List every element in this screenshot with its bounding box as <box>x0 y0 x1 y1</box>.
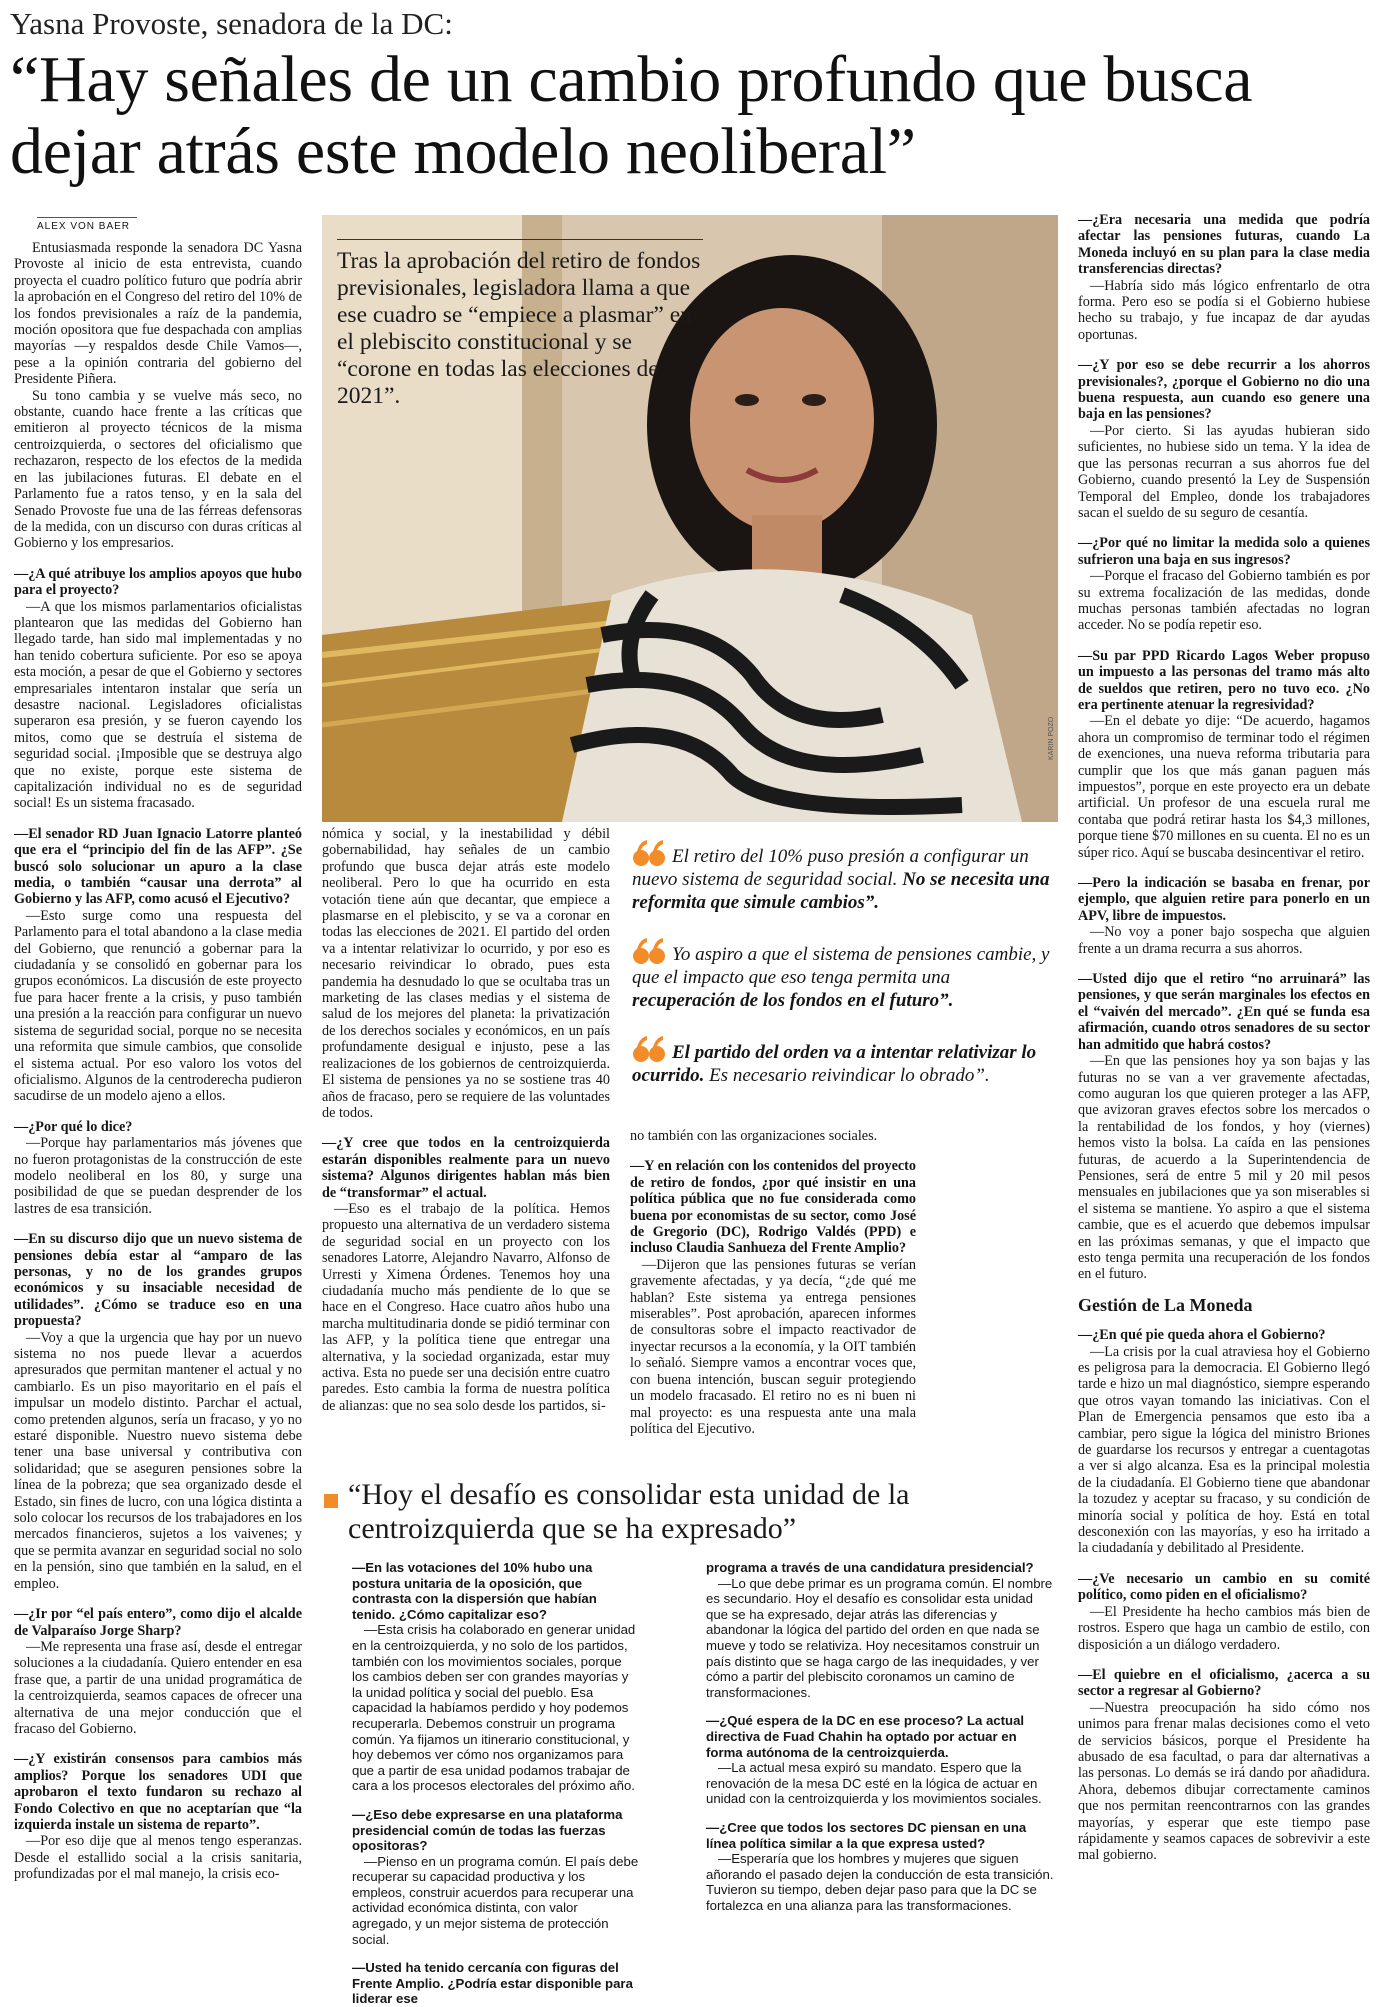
question: —Usted ha tenido cercanía con figuras del Frente Amplio. ¿Podría estar disponible para liderar ese <box>352 1960 633 2007</box>
answer: —Dijeron que las pensiones futuras se verían gravemente afectadas, y ya decía, “¿de qué me hablan? Este sistema ya entrega pensiones miserables”. Post aprobación, aparecen informes de consultoras sobre el impacto reactivador de inyectar recursos a la economía, y la OIT también lo señaló. Siempre vamos a encontrar voces que, con buena intención, buscan seguir protegiendo un modelo fracasado. El retiro no es ni buen ni mal proyecto: es una respuesta ante una mala política del Ejecutivo. <box>630 1256 916 1437</box>
box-right-column <box>706 1560 1056 1950</box>
question: —¿Y cree que todos en la centroizquierda estarán disponibles realmente para un nuevo sistema? Algunos dirigentes hablan más bien de “transformar” el actual. <box>322 1135 610 1201</box>
question: —En su discurso dijo que un nuevo sistema de pensiones debía estar al “amparo de las personas, y no de los grandes grupos económicos y su insaciable necesidad de utilidades”. ¿Cómo se traduce eso en una propuesta? <box>14 1231 302 1330</box>
continued-paragraph: nómica y social, y la inestabilidad y débil gobernabilidad, hay señales de un cambio profundo que busca dejar atrás este modelo neoliberal. Pero lo que ha ocurrido en esta votación tiene aún que decantar, que empiece a plasmarse en el plebiscito, y se va a coronar en todas las elecciones de 2021. El partido del orden va a intentar relativizar lo ocurrido, y por eso es necesario reivindicar lo obrado, pues esta pandemia ha desnudado lo que se ocultaba tras un marketing de las clases medias y el sistema de salud de los mejores del planeta: la privatización de los derechos sociales y económicos, en un país profundamente desigual e injusto, pese a las realizaciones de los gobiernos de centroizquierda. El sistema de pensiones ya no se sostiene tras 40 años de fracaso, pero se requiere de las voluntades de todos. <box>322 826 610 1121</box>
box-marker-icon <box>324 1494 338 1508</box>
pullquote-block <box>632 838 1052 1087</box>
question: —Su par PPD Ricardo Lagos Weber propuso un impuesto a las personas del tramo más alto de sueldos que retiren, pero no tuvo eco. ¿No era pertinente atenuar la regresividad? <box>1078 647 1370 713</box>
answer: —Esta crisis ha colaborado en generar unidad en la centroizquierda, y no solo de los partidos, también con los movimientos sociales, porque los cambios deben ser con grandes mayorías y la unidad política y social del pueblo. Esa capacidad la habíamos perdido y hoy podemos recuperarla. Debemos construir un programa común. Ya fijamos un itinerario constitucional, y hoy debemos ver cómo nos organizamos para que a partir de esa unidad podamos trabajar de cara a los procesos electorales del próximo año. <box>352 1622 636 1794</box>
answer: —Esto surge como una respuesta del Parlamento para el total abandono a la clase media del Gobierno, que renunció a gobernar para la ciudadanía y se consolidó en gobernar para los grupos económicos. La discusión de este proyecto fue para hacer frente a la crisis, y puso también una presión a la reacción para configurar un nuevo sistema de seguridad social, porque no se necesita una reformita que simule cambios, que consolide el sistema actual. Por eso valoro los votos del oficialismo. Algunos de la centroderecha pudieron sacudirse de un modelo ajeno a ellos. <box>14 907 302 1105</box>
question: —El senador RD Juan Ignacio Latorre planteó que era el “principio del fin de las AFP”. ¿Se buscó solo solucionar un apuro a la clase media, o también “causar una derrota” al Gobierno y las AFP, como acusó el Ejecutivo? <box>14 825 302 908</box>
answer: —La actual mesa expiró su mandato. Espero que la renovación de la mesa DC esté en la lógica de actuar en unidad con la centroizquierda y los movimientos sociales. <box>706 1760 1042 1807</box>
column-3 <box>630 1128 916 1448</box>
answer: —Pienso en un programa común. El país debe recuperar su capacidad productiva y los empleos, construir acuerdos para recuperar una actividad económica distinta, con valor agregado, y un mejor sistema de protección social. <box>352 1853 639 1947</box>
question: programa a través de una candidatura presidencial? <box>706 1560 1034 1575</box>
question: —¿Ir por “el país entero”, como dijo el alcalde de Valparaíso Jorge Sharp? <box>14 1606 302 1639</box>
continued-paragraph: no también con las organizaciones sociales. <box>630 1128 878 1144</box>
answer: —Por cierto. Si las ayudas hubieran sido suficientes, no hubiese sido un tema. Y la idea de que las personas recurran a sus ahorros fue del Gobierno, cuando presentó la Ley de Suspensión Temporal del Empleo, donde los trabajadores sacan el sueldo de su seguro de cesantía. <box>1078 422 1370 521</box>
question: —¿Era necesaria una medida que podría afectar las pensiones futuras, cuando La Moneda incluyó en su plan para la clase media transferencias directas? <box>1078 212 1370 278</box>
answer: —Me representa una frase así, desde el entregar soluciones a la ciudadanía. Quiero entender en esa frase que, a partir de una unidad programática de la centroizquierda, seamos capaces de ofrecer una alternativa de una mejor conducción que el fracaso del Gobierno. <box>14 1638 302 1737</box>
pullquote <box>632 1034 1052 1087</box>
headline: “Hay señales de un cambio profundo que busca dejar atrás este modelo neoliberal” <box>10 43 1253 188</box>
byline: ALEX VON BAER <box>37 217 137 232</box>
question: —El quiebre en el oficialismo, ¿acerca a su sector a regresar al Gobierno? <box>1078 1666 1370 1700</box>
answer: —A que los mismos parlamentarios oficialistas plantearon que las medidas del Gobierno han llegado tarde, han sido mal implementadas y no han tenido cobertura suficiente. Por eso se apoya esta moción, a pesar de que el Gobierno y sectores empresariales intentaron instalar que sería un desastre nacional. Legisladores oficialistas superaron esa presión, y se fueron cayendo los mitos, como que se destruía el sistema de seguridad social. ¡Imposible que se destruya algo que no existe, porque este sistema de capitalización individual no es de seguridad social! Es un sistema fracasado. <box>14 598 302 812</box>
question: —¿Qué espera de la DC en ese proceso? La actual directiva de Fuad Chahin ha optado por actuar en forma autónoma de la centroizquierda. <box>706 1713 1025 1760</box>
answer: —Habría sido más lógico enfrentarlo de otra forma. Pero eso se podía si el Gobierno hubiese hecho su trabajo, y fue incapaz de dar ayudas oportunas. <box>1078 277 1370 343</box>
quote-mark-icon <box>632 838 666 868</box>
answer: —Nuestra preocupación ha sido cómo nos unimos para frenar malas decisiones como el veto de servicios básicos, porque el Presidente ha abusado de esa facultad, o para dar alternativas a las personas. Lo demás se irá dando por añadidura. Ahora, debemos dibujar correctamente caminos que nos permitan reencontrarnos con las grandes mayorías, y esperar que este tiempo pase rápidamente y seamos capaces de sobrevivir a este mal gobierno. <box>1078 1699 1370 1864</box>
question: —En las votaciones del 10% hubo una postura unitaria de la oposición, que contrasta con la dispersión que habían tenido. ¿Cómo capitalizar eso? <box>352 1560 597 1622</box>
pullquote-text: Es necesario reivindicar lo obrado”. <box>704 1065 990 1086</box>
quote-mark-icon <box>632 936 666 966</box>
quote-mark-icon <box>632 1034 666 1064</box>
photo-credit: KARIN POZO <box>1048 716 1055 760</box>
box-title: “Hoy el desafío es consolidar esta unidad de la centroizquierda que se ha expresado” <box>348 1478 910 1545</box>
question: —¿Por qué no limitar la medida solo a quienes sufrieron una baja en sus ingresos? <box>1078 535 1370 568</box>
column-2 <box>322 826 610 1466</box>
column-1 <box>14 240 302 1940</box>
question: —¿Ve necesario un cambio en su comité político, como piden en el oficialismo? <box>1078 1570 1370 1604</box>
photo-caption: Tras la aprobación del retiro de fondos previsionales, legisladora llama a que ese cuadro se “empiece a plasmar” en el plebiscito constitucional y se “corone en todas las elecciones de 2021”. <box>337 239 703 410</box>
question: —Y en relación con los contenidos del proyecto de retiro de fondos, ¿por qué insistir en una política pública que no fue considerada como buena por economistas de su sector, como José de Gregorio (DC), Rodrigo Valdés (PPD) e incluso Claudia Sanhueza del Frente Amplio? <box>630 1158 916 1257</box>
kicker: Yasna Provoste, senadora de la DC: <box>10 6 453 41</box>
question: —Usted dijo que el retiro “no arruinará” las pensiones, y que serán marginales los efectos en el “vaivén del mercado”. ¿En qué se funda esa afirmación, cuando otros senadores de su sector han admitido que habrá costos? <box>1078 971 1370 1053</box>
question: —Pero la indicación se basaba en frenar, por ejemplo, que alguien retire para ponerlo en un APV, libre de impuestos. <box>1078 875 1370 924</box>
answer: —Voy a que la urgencia que hay por un nuevo sistema no nos puede llevar a acuerdos apresurados que permitan mantener el actual y no cambiarlo. Es un piso mayoritario en el país el impulsar un modelo distinto. Parchar el actual, como pretenden algunos, sería un fracaso, y yo no estaré disponible. Nuestro nuevo sistema debe tener una base universal y contributiva con solidaridad; que se aseguren pensiones sobre la línea de la pobreza; que sea organizado desde el Estado, sin fines de lucro, con una lógica distinta a solo colocar los recursos de los trabajadores en los mercados financieros, sujetos a los vaivenes; y que se permita avanzar en seguridad social no solo en la pensión, sino que también en la salud, en el empleo. <box>14 1329 303 1592</box>
answer: —Lo que debe primar es un programa común. El nombre es secundario. Hoy el desafío es consolidar esta unidad que se ha expresado, dejar atrás las diferencias y abandonar la lógica del partido del orden en que nada se mueve y todo se relativiza. Hoy necesitamos construir un país distinto que se haga cargo de las inequidades, y ver cómo a partir del plebiscito coronamos un camino de transformaciones. <box>706 1575 1053 1700</box>
box-left-column <box>352 1560 640 2007</box>
pullquote-bold: No se necesita una reformita que simule cambios”. <box>632 869 1050 913</box>
pullquote-text: El retiro del 10% puso presión a configurar un nuevo sistema de seguridad social. <box>632 846 1029 890</box>
answer: —En que las pensiones hoy ya son bajas y las futuras no se van a ver gravemente afectadas, como auguran los que quieren proteger a las AFP, que avizoran graves efectos sobre los mercados o la rentabilidad de los fondos, y hoy (viernes) hemos visto la bolsa. La caída en las pensiones futuras, de acuerdo a la Superintendencia de Pensiones, será de entre 5 mil y 20 mil pesos mensuales en jubilaciones que ya son miserables si el sistema se mantiene. Yo aspiro a que el sistema cambie, que es el acuerdo que debemos impulsar en las próximas semanas, y que el impacto que esto tenga permita una recuperación de los fondos en el futuro. <box>1078 1053 1370 1283</box>
question: —¿Cree que todos los sectores DC piensan en una línea política similar a la que expresa usted? <box>706 1819 1027 1851</box>
answer: —Porque el fracaso del Gobierno también es por su extrema focalización de las medidas, donde muchas personas también afectadas no logran acceder. No se podía repetir eso. <box>1078 568 1370 634</box>
question: —¿En qué pie queda ahora el Gobierno? <box>1078 1327 1326 1344</box>
answer: —En el debate yo dije: “De acuerdo, hagamos ahora un compromiso de terminar todo el régimen de exenciones, una nueva reforma tributaria para cumplir que los que más ganan paguen más impuestos”, porque en este proyecto era un debate artificial. Un profesor de una escuela rural me contaba que podrá retirar hasta los $4,3 millones, porque tiene $70 millones en su cuenta. El no es un súper rico. Aquí se buscaba desincentivar el retiro. <box>1078 713 1370 861</box>
pullquote <box>632 936 1052 1012</box>
intro-paragraph: Su tono cambia y se vuelve más seco, no obstante, cuando hace frente a las críticas que emitieron al proyecto técnicos de la misma centroizquierda, o sectores del oficialismo que rechazaron, respecto de los efectos de la medida en las jubilaciones futuras. El debate en el Parlamento fue a ratos tenso, y en la sala del Senado Provoste fue una de las férreas defensoras de la medida, con un discurso con duras críticas al Gobierno y los empresarios. <box>14 387 302 552</box>
question: —¿A qué atribuye los amplios apoyos que hubo para el proyecto? <box>14 565 302 599</box>
question: —¿Eso debe expresarse en una plataforma presidencial común de todas las fuerzas opositoras? <box>352 1806 623 1854</box>
intro-paragraph: Entusiasmada responde la senadora DC Yasna Provoste al inicio de esta entrevista, cuando proyecta el cuadro político futuro que podría abrir la aprobación en el Congreso del retiro del 10% de los fondos previsionales a raíz de la pandemia, moción opositora que fue despachada con amplias mayorías —y respaldos desde Chile Vamos—, pese a la opinión contraria del gobierno del Presidente Piñera. <box>14 240 302 388</box>
question: —¿Y existirán consensos para cambios más amplios? Porque los senadores UDI que aprobaron el texto fundaron su rechazo al Fondo Colectivo en que no aceptarían que “la izquierda instale un sistema de reparto”. <box>14 1751 302 1833</box>
answer: —Esperaría que los hombres y mujeres que siguen añorando el pasado dejen la conducción de esta transición. Tuvieron su tiempo, deben dejar paso para que la DC se fortalezca en una alianza para las transformaciones. <box>706 1851 1054 1913</box>
answer: —Eso es el trabajo de la política. Hemos propuesto una alternativa de un verdadero sistema de seguridad social en un proyecto con los senadores Latorre, Alejandro Navarro, Alfonso de Urresti y Ximena Órdenes. Tenemos hoy una ciudadanía mucho más pendiente de lo que se hace en el Congreso. Hace cuatro años hubo una marcha multitudinaria donde se pidió terminar con las AFP, y la política tiene que entregar una alternativa, y la sociedad organizada, estar muy activa. Esta no puede ser una decisión entre cuatro paredes. Esto cambia la forma de nuestra política de alianzas: que no sea solo desde los partidos, si- <box>322 1200 610 1414</box>
answer: —No voy a poner bajo sospecha que alguien frente a un drama recurra a sus ahorros. <box>1078 924 1370 957</box>
answer: —Porque hay parlamentarios más jóvenes que no fueron protagonistas de la construcción de este modelo neoliberal en los 80, y surge una posibilidad de que se puedan desprender de los lastres de esa transición. <box>14 1135 302 1217</box>
answer: —Por eso dije que al menos tengo esperanzas. Desde el estallido social a la crisis sanitaria, profundizadas por el mal manejo, la crisis eco- <box>14 1833 302 1883</box>
pullquote-bold: recuperación de los fondos en el futuro”. <box>632 990 954 1011</box>
column-4 <box>1078 212 1370 1942</box>
answer: —La crisis por la cual atraviesa hoy el Gobierno es peligrosa para la democracia. El Gobierno llegó tarde e hizo un mal diagnóstico, siempre esperando que otros vayan tomando las iniciativas. Con el Plan de Emergencia pensamos que esto iba a cambiar, pero sigue la lógica del ministro Briones de guardarse los recursos y entregar a cuentagotas a ver si algo alcanza. Esa es la principal molestia de la ciudadanía. El Gobierno tiene que abandonar la tozudez y aceptar su fracaso, y su condición de minoría social y política de hoy. Está en total desconexión con las mayorías, y eso ha irritado a la ciudadanía y debilitado al Presidente. <box>1078 1343 1370 1557</box>
question: —¿Y por eso se debe recurrir a los ahorros previsionales?, ¿porque el Gobierno no dio una buena respuesta, aun cuando eso genere una baja en las pensiones? <box>1078 357 1370 423</box>
question: —¿Por qué lo dice? <box>14 1118 133 1135</box>
pullquote-bold: El partido del orden va a intentar relativizar lo ocurrido. <box>632 1042 1037 1086</box>
answer: —El Presidente ha hecho cambios más bien de rostros. Espero que haga un cambio de estilo, con disposición a un diálogo verdadero. <box>1078 1603 1370 1653</box>
pullquote-text: Yo aspiro a que el sistema de pensiones cambie, y que el impacto que eso tenga permita una <box>632 944 1050 988</box>
pullquote <box>632 838 1052 914</box>
section-subhead: Gestión de La Moneda <box>1078 1294 1253 1315</box>
